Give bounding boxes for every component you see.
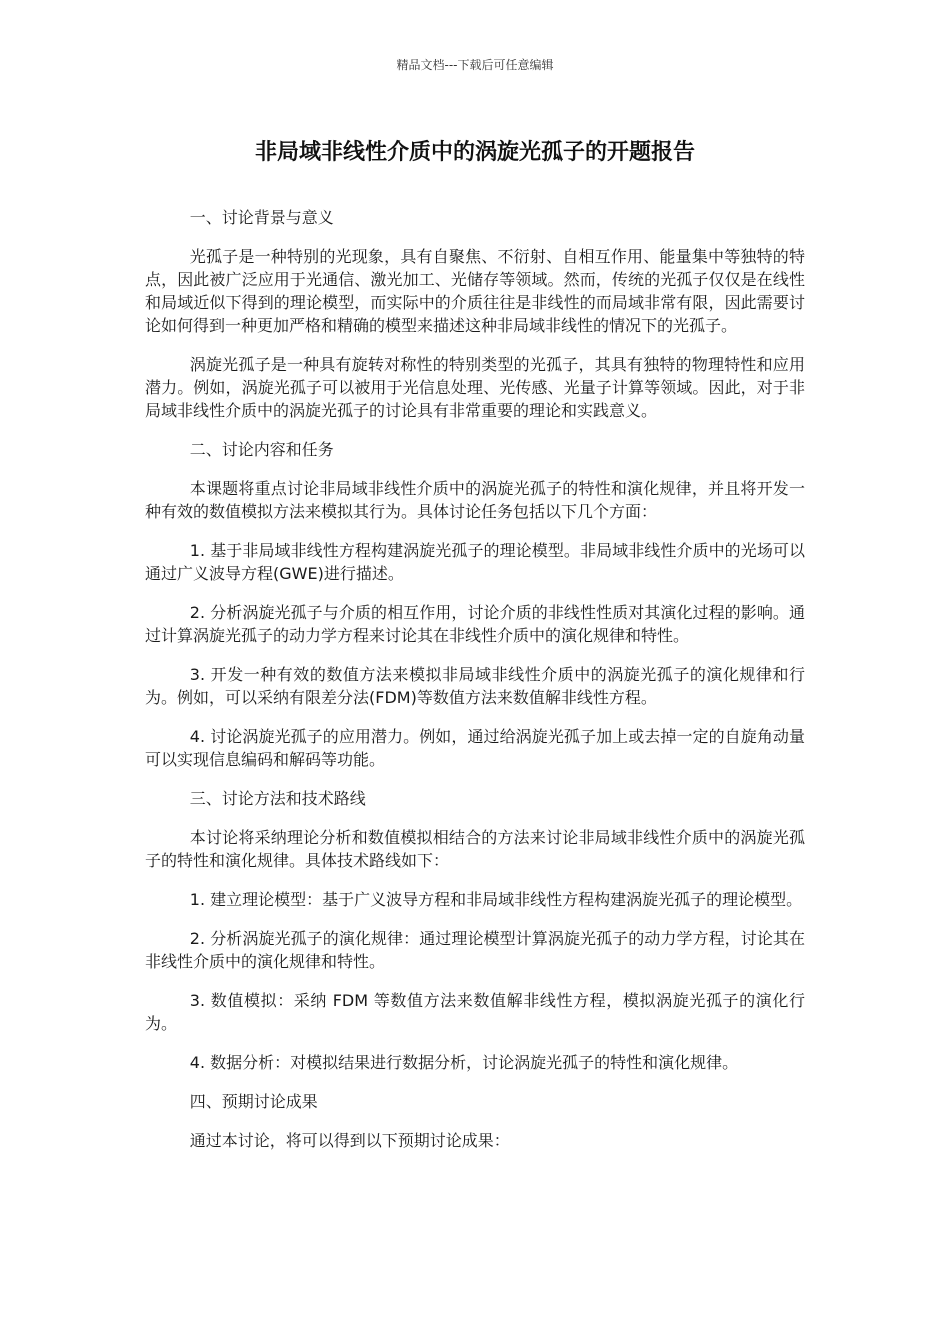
document-title: 非局域非线性介质中的涡旋光孤子的开题报告 xyxy=(254,140,695,165)
paragraph: 本讨论将采纳理论分析和数值模拟相结合的方法来讨论非局域非线性介质中的涡旋光孤子的特性和演化规律。具体技术路线如下： xyxy=(145,828,805,870)
list-item: 1. 建立理论模型：基于广义波导方程和非局域非线性方程构建涡旋光孤子的理论模型。 xyxy=(189,890,803,909)
section-heading-content: 二、讨论内容和任务 xyxy=(189,440,334,459)
section-heading-outcomes: 四、预期讨论成果 xyxy=(189,1092,318,1111)
list-item: 3. 开发一种有效的数值方法来模拟非局域非线性介质中的涡旋光孤子的演化规律和行为。例如，可以采纳有限差分法(FDM)等数值方法来数值解非线性方程。 xyxy=(145,665,805,707)
header-note: 精品文档---下载后可任意编辑 xyxy=(396,58,554,72)
section-heading-background: 一、讨论背景与意义 xyxy=(189,208,334,227)
list-item: 3. 数值模拟：采纳 FDM 等数值方法来数值解非线性方程，模拟涡旋光孤子的演化行为。 xyxy=(145,991,805,1033)
paragraph: 光孤子是一种特别的光现象，具有自聚焦、不衍射、自相互作用、能量集中等独特的特点，因此被广泛应用于光通信、激光加工、光储存等领域。然而，传统的光孤子仅仅是在线性和局域近似下得到的理论模型，而实际中的介质往往是非线性的而局域非常有限，因此需要讨论如何得到一种更加严格和精确的模型来描述这种非局域非线性的情况下的光孤子。 xyxy=(145,247,805,335)
list-item: 2. 分析涡旋光孤子的演化规律：通过理论模型计算涡旋光孤子的动力学方程，讨论其在非线性介质中的演化规律和特性。 xyxy=(145,929,805,971)
paragraph: 通过本讨论，将可以得到以下预期讨论成果： xyxy=(189,1131,510,1150)
paragraph: 涡旋光孤子是一种具有旋转对称性的特别类型的光孤子，其具有独特的物理特性和应用潜力。例如，涡旋光孤子可以被用于光信息处理、光传感、光量子计算等领域。因此，对于非局域非线性介质中的涡旋光孤子的讨论具有非常重要的理论和实践意义。 xyxy=(145,355,805,420)
paragraph: 本课题将重点讨论非局域非线性介质中的涡旋光孤子的特性和演化规律，并且将开发一种有效的数值模拟方法来模拟其行为。具体讨论任务包括以下几个方面： xyxy=(145,479,805,521)
list-item: 1. 基于非局域非线性方程构建涡旋光孤子的理论模型。非局域非线性介质中的光场可以通过广义波导方程(GWE)进行描述。 xyxy=(145,541,805,583)
list-item: 4. 数据分析：对模拟结果进行数据分析，讨论涡旋光孤子的特性和演化规律。 xyxy=(189,1053,739,1072)
list-item: 4. 讨论涡旋光孤子的应用潜力。例如，通过给涡旋光孤子加上或去掉一定的自旋角动量可以实现信息编码和解码等功能。 xyxy=(145,727,805,769)
section-heading-methods: 三、讨论方法和技术路线 xyxy=(189,789,366,808)
document-body xyxy=(145,206,805,1168)
list-item: 2. 分析涡旋光孤子与介质的相互作用，讨论介质的非线性性质对其演化过程的影响。通过计算涡旋光孤子的动力学方程来讨论其在非线性介质中的演化规律和特性。 xyxy=(145,603,805,645)
